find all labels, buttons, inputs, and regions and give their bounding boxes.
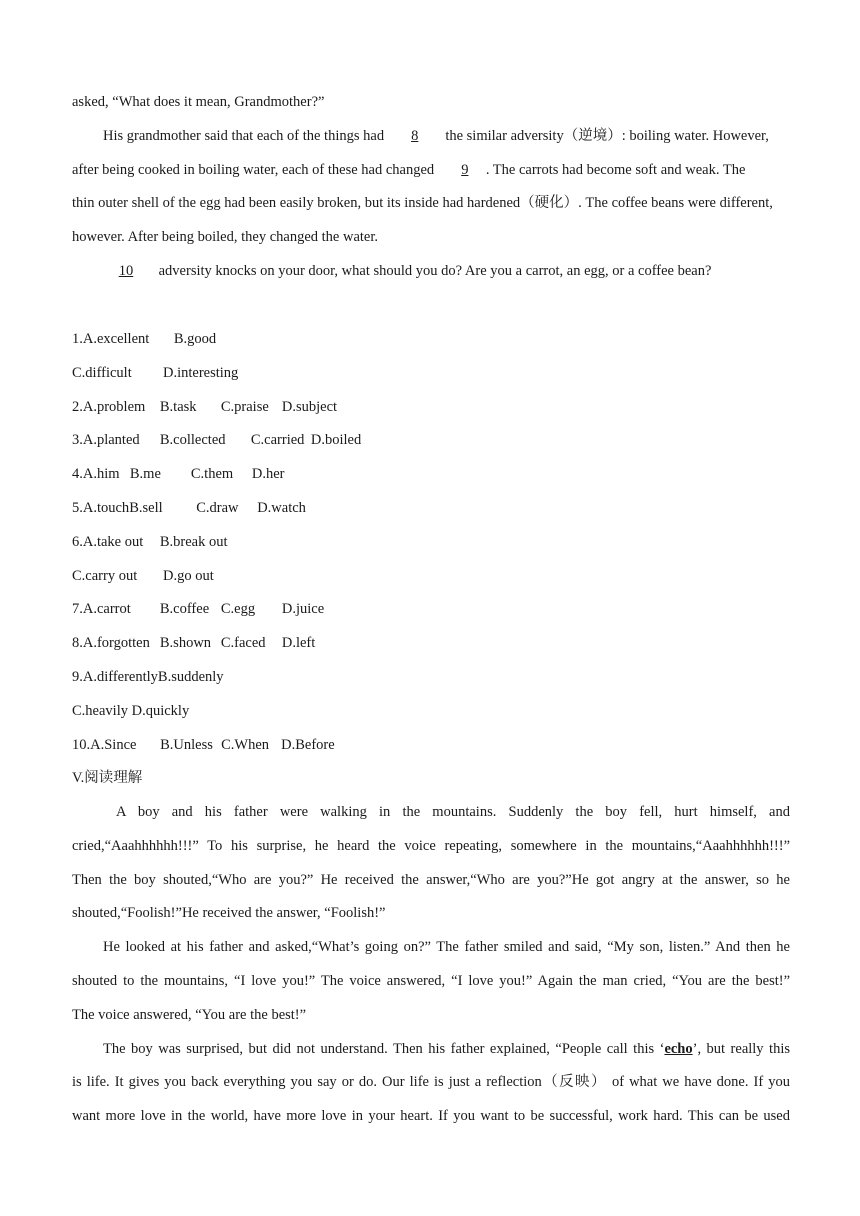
option: A.forgotten [82, 635, 150, 652]
option: B.task [159, 398, 197, 415]
option: C.carry out [72, 567, 138, 584]
question-row [72, 526, 790, 560]
option: B.suddenly [157, 668, 224, 685]
passage-line: thin outer shell of the egg had been easily broken, but its inside had hardened（硬化）. The coffee beans were different, [72, 195, 773, 212]
question-number: 8. [72, 635, 83, 652]
option: D.interesting [163, 364, 239, 381]
option: D.juice [281, 601, 325, 618]
question-row [72, 729, 790, 763]
blank-9: 9 [461, 161, 469, 178]
passage-text: the similar adversity（逆境）: boiling water. However, [445, 127, 769, 144]
passage-text: adversity knocks on your door, what should you do? Are you a carrot, an egg, or a coffee bean? [158, 262, 712, 279]
passage-line [72, 120, 790, 154]
question-row [72, 357, 790, 391]
option: A.take out [82, 533, 144, 550]
passage-line: Then the boy shouted,“Who are you?” He received the answer,“Who are you?”He got angry at the answer, so he [72, 871, 790, 888]
option: C.faced [220, 635, 266, 652]
option: A.differently [82, 668, 158, 685]
option: B.shown [159, 635, 212, 652]
option: C.heavily [72, 702, 128, 719]
passage-line: A boy and his father were walking in the mountains. Suddenly the boy fell, hurt himself, and [116, 804, 790, 820]
option: A.problem [82, 398, 146, 415]
option: A.him [82, 466, 120, 483]
question-row [72, 492, 790, 526]
question-number: 1. [72, 331, 83, 347]
question-row [72, 695, 790, 729]
option: B.good [173, 331, 217, 347]
question-row [72, 661, 790, 695]
option: A.touch [82, 499, 130, 516]
option: C.carried [250, 432, 305, 449]
option: B.me [129, 466, 161, 483]
passage-line [72, 154, 790, 188]
passage-line: asked, “What does it mean, Grandmother?” [72, 94, 325, 110]
option: A.excellent [82, 331, 150, 347]
question-row [72, 593, 790, 627]
question-number: 2. [72, 398, 83, 415]
option: D.left [281, 635, 316, 652]
passage-text: The boy was surprised, but did not understand. Then his father explained, “People call this ‘ [103, 1040, 665, 1057]
option: A.Since [90, 736, 137, 753]
reading-passage [72, 796, 790, 1134]
passage-text: ’, but really this [692, 1040, 790, 1057]
option: C.praise [220, 398, 269, 415]
passage-line: cried,“Aaahhhhhh!!!” To his surprise, he heard the voice repeating, somewhere in the mountains,“Aaahhhhhh!!!” [72, 837, 790, 854]
question-row [72, 391, 790, 425]
option: D.go out [163, 567, 214, 584]
question-row [72, 458, 790, 492]
echo-word: echo [664, 1040, 693, 1057]
cloze-passage [72, 86, 790, 289]
blank-8: 8 [411, 127, 419, 144]
passage-line: is life. It gives you back everything you say or do. Our life is just a reflection（反映） of what we have done. If you [72, 1074, 790, 1091]
option: C.egg [220, 601, 256, 618]
question-row [72, 560, 790, 594]
option: B.sell [129, 499, 163, 516]
section-title: V.阅读理解 [72, 770, 143, 787]
option: C.them [190, 466, 234, 483]
option: D.subject [281, 398, 338, 415]
passage-text: . The carrots had become soft and weak. The [485, 161, 746, 178]
passage-line: shouted,“Foolish!”He received the answer, “Foolish!” [72, 905, 386, 922]
question-number: 3. [72, 432, 83, 449]
option: B.coffee [159, 601, 210, 618]
question-number: 7. [72, 601, 83, 618]
question-number: 9. [72, 668, 83, 685]
passage-line: want more love in the world, have more love in your heart. If you want to be successful, work hard. This can be used [72, 1108, 790, 1125]
option: A.planted [82, 432, 140, 449]
question-number: 10. [72, 736, 91, 753]
option: C.draw [196, 499, 239, 516]
option: C.When [221, 736, 270, 753]
passage-line: He looked at his father and asked,“What’s going on?” The father smiled and said, “My son, listen.” And then he [103, 939, 790, 956]
option: D.Before [281, 736, 335, 753]
passage-text: after being cooked in boiling water, each of these had changed [72, 161, 435, 178]
passage-line [72, 1033, 790, 1067]
question-row [72, 627, 790, 661]
options-list [72, 323, 790, 796]
option: D.watch [257, 499, 306, 516]
option: B.Unless [160, 736, 213, 753]
passage-line: The voice answered, “You are the best!” [72, 1006, 307, 1023]
passage-text: His grandmother said that each of the things had [103, 127, 385, 144]
question-row [72, 424, 790, 458]
option: D.boiled [310, 432, 362, 449]
option: D.her [251, 466, 285, 483]
option: A.carrot [82, 601, 131, 618]
option: D.quickly [131, 702, 190, 719]
question-number: 5. [72, 499, 83, 516]
blank-10: 10 [118, 262, 134, 279]
option: C.difficult [72, 364, 132, 381]
option: B.collected [159, 432, 226, 449]
question-number: 6. [72, 533, 83, 550]
passage-line: shouted to the mountains, “I love you!” The voice answered, “I love you!” Again the man cried, “You are the best!” [72, 972, 790, 989]
question-row [72, 323, 790, 357]
passage-line: however. After being boiled, they changed the water. [72, 229, 379, 246]
passage-line [72, 255, 790, 289]
question-number: 4. [72, 466, 83, 483]
option: B.break out [159, 533, 228, 550]
